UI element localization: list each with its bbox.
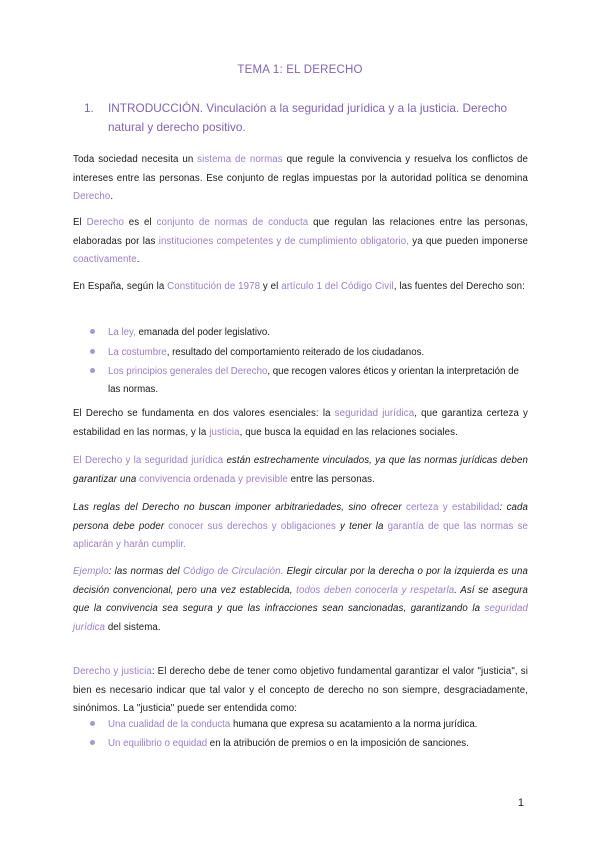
- text: El: [73, 217, 87, 228]
- list-item: [90, 363, 530, 398]
- highlight-text: Derecho: [73, 191, 111, 202]
- highlight-text: Derecho y justicia: [73, 666, 152, 677]
- highlight-text: conjunto de normas de conducta: [156, 217, 309, 228]
- list-item: [90, 324, 530, 342]
- list-item: [90, 735, 530, 753]
- text: . Así se asegura que la convivencia sea segura y que las infracciones sean sancionadas, garantizando la: [73, 584, 528, 614]
- section-number: 1.: [84, 101, 94, 115]
- text: , las fuentes del Derecho son:: [393, 281, 525, 292]
- text: : El derecho debe de tener como objetivo fundamental garantizar el valor "justicia", si bien es necesario indicar que tal valor y el concepto de derecho no son siempre, desgraciadamente, sinónimos. La "justicia" puede ser entendida como:: [73, 666, 528, 714]
- justice-list: [90, 716, 530, 752]
- highlight-text: La costumbre: [108, 346, 167, 358]
- text: en la atribución de premios o en la imposición de sanciones.: [207, 737, 469, 749]
- highlight-text: seguridad jurídica: [334, 408, 415, 419]
- text: En España, según la: [73, 281, 168, 292]
- paragraph-certainty: [73, 499, 528, 555]
- highlight-text: garantía de que las normas se aplicarán y harán cumplir.: [73, 520, 528, 550]
- highlight-text: Código de Circulación.: [182, 566, 284, 577]
- highlight-text: artículo 1 del Código Civil: [281, 281, 394, 292]
- bullet-icon: [90, 349, 95, 354]
- highlight-text: instituciones competentes y de cumplimiento obligatorio,: [158, 235, 409, 247]
- section-title: INTRODUCCIÓN. Vinculación a la seguridad jurídica y a la justicia. Derecho natural y derecho positivo.: [108, 101, 508, 134]
- text: que regulan las relaciones entre las personas, elaboradas por las: [73, 217, 529, 247]
- bullet-icon: [90, 368, 95, 373]
- text: , que garantiza certeza y estabilidad en las normas, y la: [73, 408, 529, 438]
- text: .: [136, 254, 140, 265]
- text: Las reglas del Derecho no buscan imponer arbitrariedades, sino ofrecer: [73, 502, 407, 513]
- text: están estrechamente vinculados, ya que las normas jurídicas deben garantizar una: [73, 455, 528, 485]
- paragraph-example: [73, 563, 528, 637]
- highlight-text: seguridad jurídica: [73, 603, 528, 633]
- highlight-text: Constitución de 1978: [167, 281, 261, 292]
- text: ya que pueden imponerse: [409, 235, 529, 247]
- paragraph-intro: [73, 151, 528, 207]
- bullet-icon: [90, 329, 95, 334]
- text: emanada del poder legislativo.: [135, 327, 270, 338]
- text: : cada persona debe poder: [73, 502, 528, 532]
- text: Toda sociedad necesita un: [73, 154, 198, 165]
- text: y el: [260, 281, 282, 292]
- text: del sistema.: [105, 621, 161, 633]
- text: entre las personas.: [287, 473, 375, 485]
- highlight-text: todos deben conocerla y respetarla: [296, 584, 455, 596]
- highlight-text: certeza y estabilidad: [406, 502, 500, 513]
- highlight-text: sistema de normas: [197, 154, 283, 165]
- highlight-text: Ejemplo: [73, 566, 109, 577]
- text: El Derecho se fundamenta en dos valores esenciales: la: [73, 408, 335, 419]
- text: .: [110, 191, 114, 202]
- bullet-icon: [90, 740, 95, 745]
- list-item: [90, 716, 530, 734]
- text: Elegir circular por la derecha o por la izquierda es una decisión convencional, pero una vez establecida,: [73, 566, 529, 596]
- text: : las normas del: [108, 566, 183, 577]
- highlight-text: Los principios generales del Derecho: [108, 366, 268, 377]
- text: es el: [123, 217, 157, 228]
- highlight-text: conocer sus derechos y obligaciones: [168, 520, 336, 532]
- text: , que recogen valores éticos y orientan la interpretación de las normas.: [108, 366, 519, 395]
- paragraph-values: [73, 405, 528, 442]
- highlight-text: justicia: [209, 426, 240, 438]
- document-title: TEMA 1: EL DERECHO: [237, 64, 363, 76]
- text: humana que expresa su acatamiento a la norma jurídica.: [230, 719, 478, 730]
- text: , resultado del comportamiento reiterado de los ciudadanos.: [166, 346, 425, 358]
- highlight-text: Una cualidad de la conducta: [108, 719, 231, 730]
- text: , que busca la equidad en las relaciones sociales.: [239, 426, 458, 438]
- text: que regule la convivencia y resuelva los conflictos de intereses entre las personas. Ese conjunto de reglas impuestas por la autoridad política se denomina: [73, 154, 528, 184]
- section-heading: [84, 99, 534, 137]
- highlight-text: La ley,: [108, 327, 136, 338]
- text: y tener la: [335, 520, 388, 532]
- paragraph-justice: [73, 663, 528, 719]
- highlight-text: Un equilibrio o equidad: [108, 737, 208, 749]
- highlight-text: convivencia ordenada y previsible: [139, 473, 288, 485]
- paragraph-definition: [73, 214, 528, 270]
- sources-list: [90, 324, 530, 398]
- paragraph-security: [73, 452, 528, 489]
- highlight-text: Derecho: [86, 217, 124, 228]
- highlight-text: El Derecho y la seguridad jurídica: [73, 455, 224, 466]
- page-number: 1: [517, 797, 524, 809]
- list-item: [90, 344, 530, 362]
- paragraph-sources: [73, 278, 528, 297]
- bullet-icon: [90, 721, 95, 726]
- highlight-text: coactivamente: [73, 254, 137, 265]
